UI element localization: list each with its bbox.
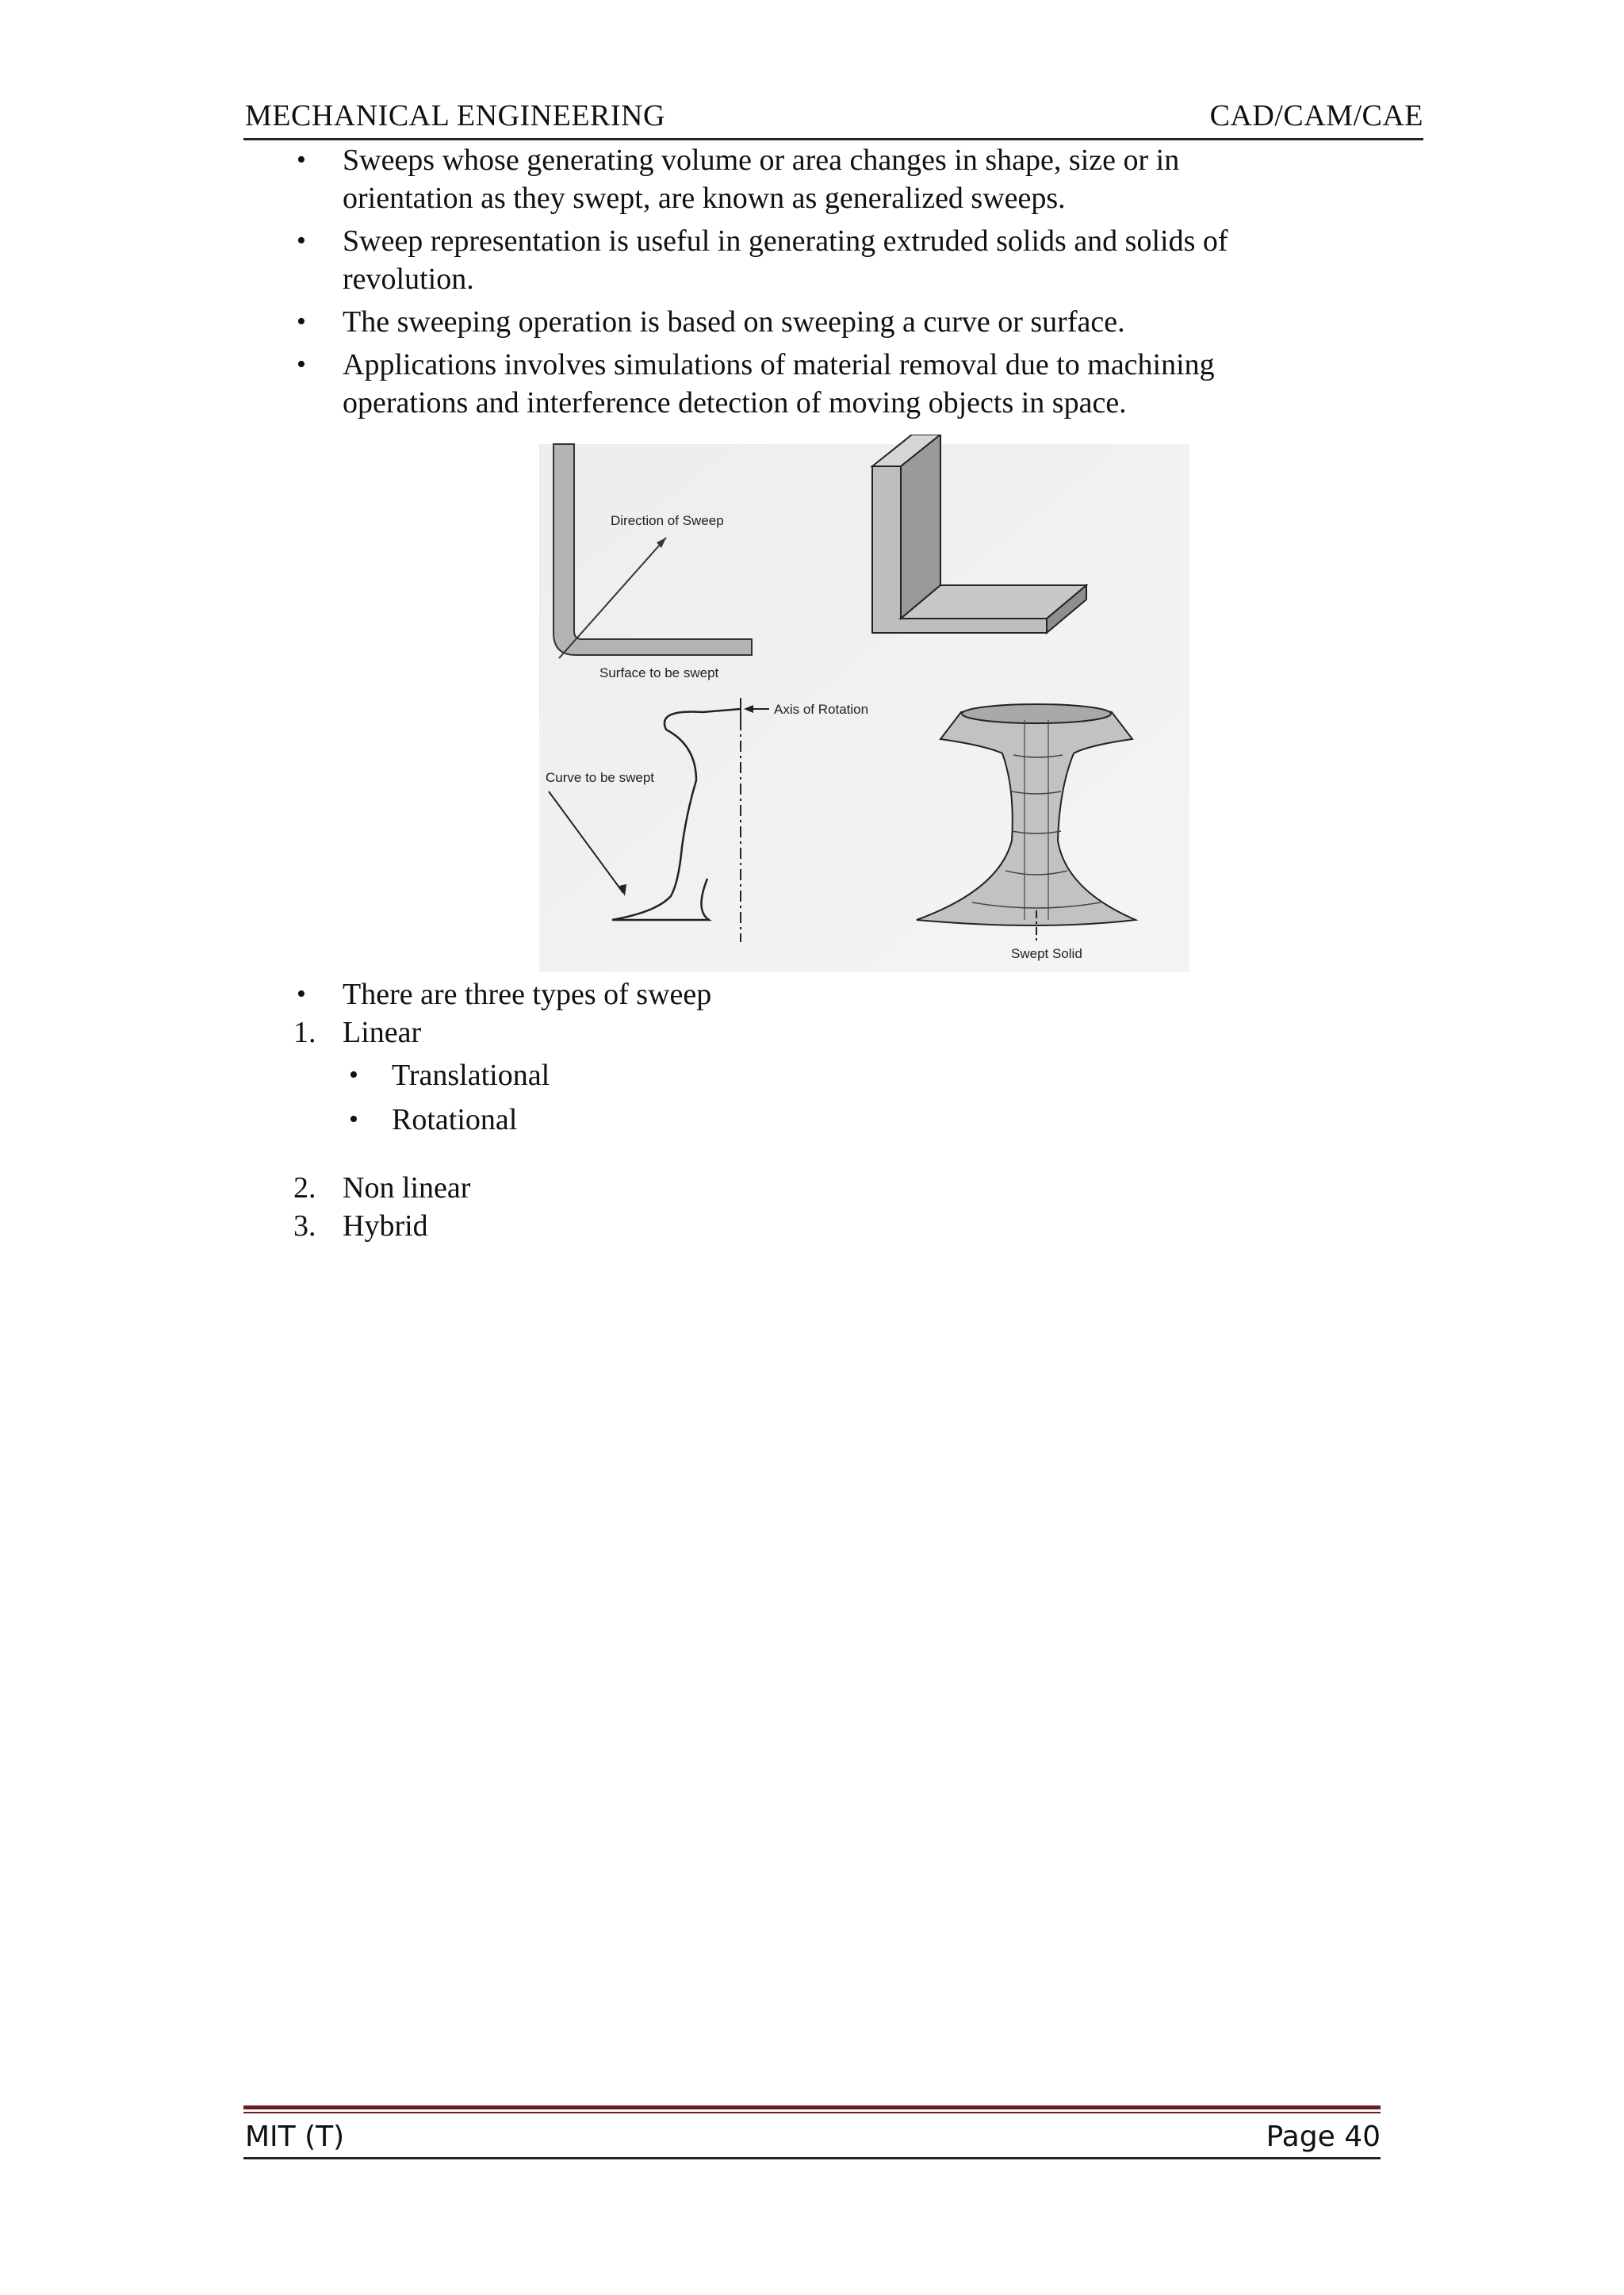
- curve-to-be-swept-label: Curve to be swept: [546, 770, 655, 785]
- bullet-icon: •: [297, 145, 306, 174]
- footer-rule: [243, 2105, 1381, 2109]
- page-header: [243, 94, 1423, 140]
- type-label: Linear: [343, 1016, 422, 1049]
- bullet-icon: •: [297, 307, 306, 336]
- surface-to-be-swept-label: Surface to be swept: [599, 665, 719, 680]
- bullet-icon: •: [349, 1105, 358, 1134]
- page-footer: [243, 2116, 1381, 2159]
- header-course: CAD/CAM/CAE: [1209, 99, 1423, 132]
- subtype-label: Translational: [392, 1059, 550, 1092]
- bullet-item: [285, 346, 1316, 422]
- bullet-icon: •: [349, 1060, 358, 1090]
- type-number: 3.: [293, 1209, 316, 1243]
- bullet-item: [285, 303, 1316, 341]
- type-number: 2.: [293, 1171, 316, 1205]
- bullet-list: [285, 141, 1316, 427]
- type-label: Non linear: [343, 1171, 471, 1205]
- type-label: Hybrid: [343, 1209, 428, 1243]
- bullet-item: [285, 141, 1316, 217]
- header-subject: MECHANICAL ENGINEERING: [245, 99, 665, 132]
- axis-of-rotation-label: Axis of Rotation: [774, 702, 869, 717]
- type-number: 1.: [293, 1016, 316, 1049]
- bullet-text: Sweep representation is useful in generating extruded solids and solids of revolution.: [343, 224, 1228, 296]
- types-intro: There are three types of sweep: [343, 978, 712, 1011]
- bullet-text: The sweeping operation is based on sweeping a curve or surface.: [343, 305, 1125, 339]
- swept-solid-label: Swept Solid: [1011, 946, 1082, 961]
- bullet-text: Sweeps whose generating volume or area changes in shape, size or in orientation as they swept, are known as generalized sweeps.: [343, 144, 1180, 215]
- sweep-figure: [539, 435, 1189, 972]
- footer-institution: MIT (T): [245, 2121, 345, 2153]
- sweep-illustration: [539, 435, 1189, 972]
- page-number: Page 40: [1266, 2121, 1381, 2153]
- direction-of-sweep-label: Direction of Sweep: [611, 513, 724, 528]
- bullet-icon: •: [297, 226, 306, 255]
- bullet-item: [285, 222, 1316, 298]
- subtype-label: Rotational: [392, 1103, 518, 1136]
- bullet-icon: •: [297, 979, 306, 1009]
- footer-rule: [243, 2112, 1381, 2113]
- bullet-text: Applications involves simulations of material removal due to machining operations and interference detection of moving objects in space.: [343, 348, 1215, 420]
- bullet-icon: •: [297, 350, 306, 379]
